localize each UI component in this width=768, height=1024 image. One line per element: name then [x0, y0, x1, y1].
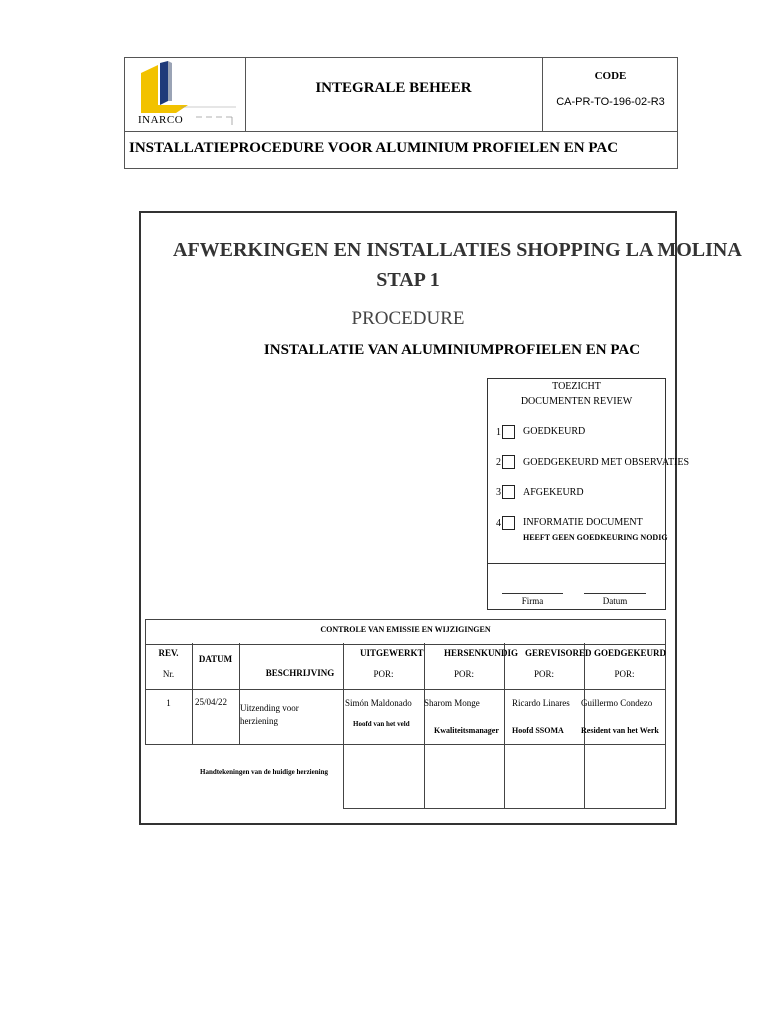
firma-label: Firma: [521, 596, 544, 606]
option-label: AFGEKEURD: [523, 487, 584, 498]
row-description: Uitzending voor: [240, 703, 299, 713]
col-hersenkundig: HERSENKUNDIG: [444, 648, 519, 658]
header-divider: [542, 58, 543, 131]
review-title: [487, 379, 666, 409]
gerevisored-role: Hoofd SSOMA: [512, 726, 564, 735]
hersenkundig-name: Sharom Monge: [424, 698, 480, 708]
review-title-line2: DOCUMENTEN REVIEW: [520, 396, 633, 407]
table-divider: [424, 643, 425, 808]
col-por: POR:: [614, 669, 635, 679]
goedgekeurd-role: Resident van het Werk: [581, 726, 659, 735]
row-description: herziening: [240, 716, 278, 726]
datum-label: Datum: [602, 596, 628, 606]
header-title: INTEGRALE BEHEER: [315, 80, 472, 96]
project-step: STAP 1: [376, 269, 440, 291]
option-number: 4: [496, 518, 501, 529]
col-por: POR:: [373, 669, 394, 679]
approved-with-observations-checkbox[interactable]: [502, 455, 515, 469]
table-divider: [343, 808, 666, 809]
table-divider: [504, 643, 505, 808]
procedure-label: PROCEDURE: [351, 308, 465, 329]
hersenkundig-role: Kwaliteitsmanager: [434, 726, 499, 735]
col-rev: REV.: [158, 648, 179, 658]
col-por: POR:: [453, 669, 474, 679]
col-goedgekeurd: GOEDGEKEURD: [594, 648, 667, 658]
control-table-title: CONTROLE VAN EMISSIE EN WIJZIGINGEN: [320, 625, 491, 634]
document-subtitle: INSTALLATIEPROCEDURE VOOR ALUMINIUM PROFIELEN EN PAC: [129, 140, 619, 156]
review-title-line1: TOEZICHT: [552, 381, 601, 392]
table-divider: [146, 644, 665, 645]
col-nr: Nr.: [162, 669, 175, 679]
datum-line: [584, 593, 646, 594]
col-uitgewerkt: UITGEWERKT: [360, 648, 424, 658]
option-sublabel: HEEFT GEEN GOEDKEURING NODIG: [523, 533, 668, 542]
table-divider: [665, 643, 666, 808]
option-number: 2: [496, 457, 501, 468]
option-number: 3: [496, 487, 501, 498]
col-datum: DATUM: [198, 654, 233, 664]
rejected-checkbox[interactable]: [502, 485, 515, 499]
row-rev: 1: [166, 698, 171, 708]
uitgewerkt-name: Simón Maldonado: [345, 698, 412, 708]
code-label: CODE: [594, 70, 627, 82]
review-separator: [488, 563, 665, 564]
signatures-label: Handtekeningen van de huidige herziening: [200, 768, 328, 776]
option-label: GOEDKEURD: [523, 426, 586, 437]
project-title: AFWERKINGEN EN INSTALLATIES SHOPPING LA MOLINA: [173, 239, 742, 261]
approved-checkbox[interactable]: [502, 425, 515, 439]
col-beschrijving: BESCHRIJVING: [265, 668, 335, 678]
goedgekeurd-name: Guillermo Condezo: [581, 698, 653, 708]
header-divider: [125, 131, 677, 132]
option-label: INFORMATIE DOCUMENT: [523, 517, 643, 528]
firma-line: [502, 593, 563, 594]
code-value: CA-PR-TO-196-02-R3: [556, 96, 665, 108]
option-label: GOEDGEKEURD MET OBSERVATIES: [523, 457, 690, 468]
uitgewerkt-role: Hoofd van het veld: [353, 720, 410, 728]
col-por: POR:: [533, 669, 554, 679]
option-number: 1: [496, 427, 501, 438]
procedure-title: INSTALLATIE VAN ALUMINIUMPROFIELEN EN PAC: [263, 342, 641, 358]
gerevisored-name: Ricardo Linares: [512, 698, 570, 708]
information-document-checkbox[interactable]: [502, 516, 515, 530]
logo-text: INARCO: [138, 114, 184, 126]
table-divider: [239, 643, 240, 744]
col-gerevisored: GEREVISORED: [525, 648, 592, 658]
row-date: 25/04/22: [195, 697, 228, 707]
table-divider: [145, 744, 666, 745]
